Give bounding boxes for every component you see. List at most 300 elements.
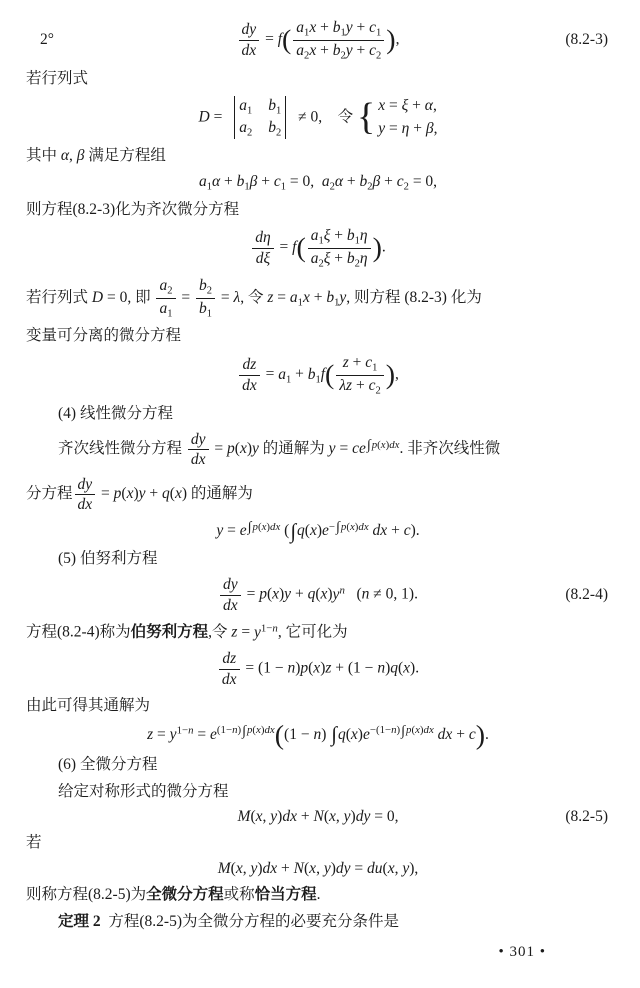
math-variable: y bbox=[328, 440, 336, 458]
math-operator: 1 bbox=[167, 308, 173, 320]
subscript bbox=[376, 50, 381, 61]
text-run: ,令 bbox=[208, 623, 232, 641]
math-variable: y bbox=[378, 119, 386, 137]
math-variable: dy bbox=[335, 860, 351, 878]
math-variable: dz bbox=[222, 650, 237, 668]
math-operator: 1 bbox=[354, 235, 360, 247]
math-operator: 2 bbox=[275, 127, 282, 139]
token-group bbox=[170, 726, 177, 743]
math-operator: ) bbox=[316, 522, 323, 540]
formula-line bbox=[26, 18, 610, 62]
fraction bbox=[293, 18, 384, 62]
math-variable: b bbox=[346, 227, 355, 245]
fraction bbox=[239, 355, 260, 395]
math-operator: ) bbox=[277, 808, 283, 826]
math-operator: 2 bbox=[246, 127, 253, 139]
integral-icon: ∫ bbox=[366, 437, 371, 454]
token-group bbox=[359, 440, 366, 457]
math-operator: ) bbox=[260, 724, 265, 737]
scripted-term bbox=[362, 723, 434, 743]
math-variable: x bbox=[126, 484, 134, 502]
numerator bbox=[252, 228, 273, 248]
math-operator: 2 bbox=[375, 384, 381, 396]
math-variable: dx bbox=[77, 495, 93, 513]
line-content bbox=[218, 860, 419, 878]
math-variable: β bbox=[76, 147, 85, 165]
math-operator: ) bbox=[357, 725, 363, 743]
math-variable: a bbox=[198, 173, 207, 191]
math-operator: 1 bbox=[315, 373, 321, 385]
text-run: 则方程(8.2-3)化为齐次微分方程 bbox=[26, 200, 240, 218]
scripted-term bbox=[365, 354, 378, 374]
math-operator: = bbox=[385, 119, 402, 137]
formula-line bbox=[26, 860, 610, 878]
scripted-term bbox=[239, 119, 253, 139]
math-operator: ( bbox=[346, 520, 350, 533]
integral-icon: ∫ bbox=[242, 723, 246, 740]
math-variable: a bbox=[296, 19, 305, 36]
math-operator: ) bbox=[327, 585, 333, 603]
math-operator: 1 bbox=[285, 373, 292, 385]
determinant-cell bbox=[268, 97, 281, 116]
math-variable: N bbox=[313, 808, 324, 826]
text-run: 若行列式 bbox=[26, 288, 92, 306]
line-content bbox=[238, 808, 399, 826]
token-group bbox=[239, 119, 253, 139]
numerator bbox=[156, 276, 175, 299]
big-delimiter-icon: ( bbox=[325, 359, 335, 391]
math-operator: 2 bbox=[376, 49, 382, 61]
superscript bbox=[247, 519, 281, 536]
math-variable: p bbox=[300, 659, 309, 677]
text-run: 方程(8.2-4)称为 bbox=[26, 623, 131, 641]
math-operator: , bbox=[394, 860, 403, 878]
scripted-term bbox=[346, 227, 360, 247]
token-group bbox=[242, 356, 256, 373]
fraction bbox=[220, 575, 241, 615]
math-variable: x bbox=[313, 659, 321, 677]
math-variable: b bbox=[359, 173, 368, 191]
token-group bbox=[342, 354, 378, 374]
big-delimiter-icon: ( bbox=[274, 719, 285, 751]
math-variable: a bbox=[310, 227, 319, 245]
math-operator: + bbox=[348, 354, 366, 372]
big-delimiter-icon: ) bbox=[475, 719, 485, 751]
token-group bbox=[255, 229, 270, 246]
line-content bbox=[237, 18, 400, 62]
scripted-term bbox=[296, 42, 309, 59]
math-operator: ) bbox=[385, 659, 391, 677]
scripted-term bbox=[358, 437, 400, 458]
math-operator: + bbox=[408, 97, 425, 115]
integral-icon: ∫ bbox=[331, 722, 337, 747]
math-operator: = bbox=[217, 288, 234, 306]
text-line bbox=[26, 325, 610, 347]
line-content bbox=[199, 173, 437, 192]
math-operator: + bbox=[330, 227, 347, 245]
math-operator: + bbox=[309, 288, 327, 306]
math-variable: z bbox=[267, 288, 274, 306]
determinant-grid bbox=[239, 96, 281, 140]
token-group bbox=[247, 519, 281, 536]
math-operator: + bbox=[409, 119, 426, 137]
fraction bbox=[336, 353, 383, 397]
math-variable: n bbox=[361, 585, 370, 603]
token-group bbox=[242, 377, 257, 394]
subscript bbox=[247, 105, 252, 116]
scripted-term bbox=[239, 519, 281, 540]
math-operator: ( bbox=[169, 484, 175, 502]
math-operator: 2 bbox=[403, 181, 409, 193]
text-run: 的通解为 bbox=[258, 440, 329, 458]
scripted-term bbox=[369, 42, 381, 59]
math-operator: ( bbox=[234, 440, 240, 458]
token-group bbox=[242, 42, 257, 59]
math-variable: β bbox=[372, 173, 381, 191]
math-operator: = bbox=[350, 860, 368, 878]
text-line bbox=[26, 781, 610, 803]
text-line bbox=[26, 145, 610, 167]
math-variable: du bbox=[367, 860, 383, 878]
subscript bbox=[375, 385, 380, 396]
text-run: (6) 全微分方程 bbox=[58, 755, 158, 773]
math-variable: dx bbox=[241, 41, 257, 59]
formula-line bbox=[26, 520, 610, 541]
math-variable: n bbox=[339, 584, 345, 597]
math-operator: 1 bbox=[372, 362, 378, 374]
page-body bbox=[26, 18, 610, 932]
math-variable: c bbox=[468, 725, 476, 743]
denominator bbox=[239, 41, 260, 60]
math-operator: ) bbox=[419, 724, 424, 737]
math-operator: 1 bbox=[275, 105, 282, 117]
scripted-term bbox=[268, 119, 282, 139]
math-variable: n bbox=[287, 659, 296, 677]
line-content bbox=[58, 913, 399, 930]
subscript bbox=[207, 308, 212, 319]
text-line bbox=[26, 754, 610, 776]
math-operator: = bbox=[193, 725, 211, 743]
math-variable: c bbox=[396, 173, 404, 191]
math-operator: 2 bbox=[340, 49, 346, 61]
math-variable: λz bbox=[339, 376, 353, 394]
math-operator: + bbox=[452, 725, 469, 743]
superscript bbox=[328, 519, 369, 536]
math-operator: = bbox=[209, 108, 227, 126]
token-group bbox=[339, 377, 380, 394]
math-variable: α bbox=[334, 173, 344, 191]
scripted-term bbox=[159, 277, 173, 297]
math-operator: = bbox=[153, 725, 170, 743]
scripted-term bbox=[359, 173, 373, 193]
fraction bbox=[308, 226, 371, 270]
math-variable: dξ bbox=[255, 249, 271, 267]
text-run: 满足方程组 bbox=[84, 147, 166, 165]
scripted-term bbox=[308, 366, 321, 383]
line-content bbox=[58, 430, 501, 469]
math-operator: . bbox=[381, 238, 386, 256]
math-operator: (1 − bbox=[284, 725, 314, 743]
scripted-term bbox=[326, 288, 340, 309]
math-variable: c bbox=[403, 522, 411, 540]
determinant-bar-icon bbox=[285, 96, 286, 140]
math-operator: + bbox=[296, 808, 314, 826]
math-operator: 2 bbox=[167, 285, 173, 297]
math-operator: ( bbox=[280, 522, 290, 540]
math-variable: y bbox=[270, 808, 278, 826]
math-variable: p bbox=[247, 724, 253, 737]
math-operator: ) bbox=[385, 438, 390, 451]
scripted-term bbox=[278, 366, 291, 383]
token-group bbox=[239, 96, 253, 117]
math-operator: ) bbox=[396, 724, 401, 737]
text-run: , 它可化为 bbox=[277, 623, 348, 641]
subscript bbox=[276, 127, 281, 138]
math-variable: e bbox=[322, 522, 329, 540]
text-run: 给定对称形式的微分方程 bbox=[58, 782, 229, 800]
math-variable: a bbox=[296, 41, 305, 59]
math-operator: ( bbox=[121, 484, 127, 502]
subscript bbox=[372, 362, 377, 373]
math-operator: ( bbox=[345, 725, 351, 743]
big-delimiter-icon: ( bbox=[296, 232, 306, 264]
token-group bbox=[256, 250, 270, 267]
math-operator: + bbox=[352, 19, 370, 36]
math-variable: c bbox=[273, 173, 281, 191]
big-delimiter-icon: ( bbox=[282, 24, 292, 56]
page-number bbox=[26, 944, 610, 961]
equation-number: (8.2-4) bbox=[565, 586, 608, 604]
scripted-term bbox=[310, 249, 324, 270]
line-content bbox=[58, 550, 157, 567]
math-operator: ( bbox=[252, 724, 257, 737]
math-variable: x bbox=[415, 724, 420, 737]
math-variable: dx bbox=[389, 438, 400, 451]
math-variable: x bbox=[309, 41, 317, 59]
math-variable: e bbox=[239, 522, 247, 540]
math-variable: q bbox=[162, 484, 170, 502]
math-operator: , bbox=[69, 147, 77, 165]
token-group bbox=[268, 96, 282, 117]
cases-group bbox=[357, 96, 437, 138]
math-variable: x bbox=[309, 860, 317, 878]
math-operator: ), bbox=[409, 860, 419, 878]
math-operator: (1− bbox=[216, 724, 233, 737]
math-variable: f bbox=[277, 30, 282, 48]
subscript bbox=[376, 27, 381, 38]
superscript bbox=[369, 723, 434, 740]
math-variable: y bbox=[339, 288, 347, 306]
math-operator: ( bbox=[308, 659, 314, 677]
math-operator: = bbox=[385, 97, 402, 115]
scripted-term bbox=[198, 173, 212, 193]
math-operator: 1 bbox=[244, 181, 250, 193]
math-operator: ) bbox=[320, 659, 326, 677]
math-variable: c bbox=[368, 376, 376, 394]
math-operator: ( bbox=[250, 808, 256, 826]
page-number-text: • 301 • bbox=[498, 944, 546, 961]
denominator bbox=[196, 299, 215, 321]
math-variable: y bbox=[402, 860, 410, 878]
math-variable: b bbox=[346, 249, 355, 267]
scripted-term bbox=[396, 173, 409, 193]
numerator bbox=[220, 575, 241, 595]
formula-line bbox=[26, 96, 610, 140]
math-operator: 1 bbox=[206, 181, 212, 193]
math-variable: x bbox=[302, 288, 310, 306]
superscript bbox=[261, 622, 278, 634]
token-group bbox=[242, 21, 257, 38]
denominator bbox=[252, 249, 273, 268]
token-group bbox=[191, 431, 206, 448]
math-operator: 2 bbox=[354, 258, 360, 270]
text-run: 非齐次线性微 bbox=[403, 440, 501, 458]
token-group bbox=[240, 522, 247, 539]
formula-line bbox=[26, 808, 610, 826]
bold-text-run: 全微分方程 bbox=[146, 886, 224, 904]
math-variable: x bbox=[255, 808, 263, 826]
cases-row bbox=[378, 119, 437, 139]
big-delimiter-icon: ) bbox=[372, 232, 382, 264]
math-operator: ) bbox=[237, 724, 242, 737]
math-variable: f bbox=[320, 365, 326, 383]
math-operator: = bbox=[261, 30, 278, 48]
scripted-term bbox=[254, 624, 278, 641]
bold-text-run: 恰当方程 bbox=[254, 886, 317, 904]
math-variable: p bbox=[113, 484, 122, 502]
cases-rows bbox=[378, 96, 437, 138]
math-variable: x bbox=[261, 520, 267, 533]
math-operator: ) bbox=[279, 585, 285, 603]
math-variable: a bbox=[239, 119, 247, 137]
math-operator: = bbox=[237, 623, 254, 641]
math-operator: , bbox=[316, 860, 324, 878]
math-operator: + bbox=[145, 484, 163, 502]
scripted-term bbox=[332, 19, 346, 39]
numerator bbox=[219, 649, 240, 669]
text-run: , 即 bbox=[127, 288, 155, 306]
math-variable: p bbox=[259, 585, 267, 603]
math-operator: 2 bbox=[318, 258, 324, 270]
text-line bbox=[26, 832, 610, 854]
math-variable: x bbox=[380, 438, 386, 451]
fraction bbox=[252, 228, 273, 268]
math-operator: ) bbox=[354, 520, 359, 533]
math-operator: , bbox=[395, 30, 400, 48]
math-operator: ( bbox=[257, 520, 262, 533]
math-operator: ) bbox=[266, 520, 271, 533]
math-variable: β bbox=[425, 119, 434, 137]
text-run: . bbox=[316, 886, 321, 904]
math-variable: n bbox=[377, 659, 386, 677]
formula-line bbox=[26, 353, 610, 397]
integral-icon: ∫ bbox=[290, 518, 297, 543]
math-variable: D bbox=[198, 108, 210, 126]
math-variable: α bbox=[60, 147, 70, 165]
math-variable: c bbox=[369, 41, 376, 59]
math-variable: a bbox=[310, 249, 319, 267]
math-variable: b bbox=[268, 96, 276, 114]
token-group bbox=[159, 299, 173, 320]
math-operator: ( bbox=[323, 808, 329, 826]
token-group bbox=[322, 522, 329, 539]
math-operator: ( bbox=[411, 724, 416, 737]
scripted-term bbox=[170, 726, 194, 743]
numerator bbox=[239, 355, 260, 375]
math-variable: y bbox=[332, 585, 340, 603]
math-variable: q bbox=[297, 522, 305, 540]
math-operator: = bbox=[210, 440, 228, 458]
scripted-term bbox=[369, 377, 381, 394]
fraction bbox=[239, 20, 260, 60]
math-operator: + bbox=[316, 19, 333, 36]
text-run: (4) 线性微分方程 bbox=[58, 405, 173, 423]
denominator bbox=[75, 495, 96, 514]
text-line bbox=[26, 911, 610, 933]
math-variable: p bbox=[252, 520, 258, 533]
math-operator: −(1− bbox=[369, 724, 392, 737]
math-operator: , bbox=[395, 365, 399, 383]
scripted-term bbox=[310, 227, 324, 247]
math-operator: + bbox=[380, 173, 397, 191]
scripted-term bbox=[321, 173, 335, 193]
text-run: 或称 bbox=[223, 886, 255, 904]
math-operator: = bbox=[177, 288, 194, 306]
denominator bbox=[220, 596, 241, 615]
bold-text-run: 定理 2 bbox=[58, 912, 101, 930]
math-operator: ) bbox=[257, 860, 263, 878]
math-operator: + bbox=[291, 365, 308, 383]
token-group bbox=[363, 726, 370, 743]
formula-line bbox=[26, 226, 610, 270]
math-variable: η bbox=[401, 119, 410, 137]
token-group bbox=[296, 19, 382, 39]
scripted-term bbox=[268, 96, 282, 117]
math-variable: β bbox=[249, 173, 258, 191]
token-group bbox=[310, 249, 368, 270]
math-variable: a bbox=[289, 288, 298, 306]
text-run: 方程(8.2-5)为全微分方程的必要充分条件是 bbox=[100, 912, 400, 930]
math-variable: p bbox=[406, 724, 412, 737]
math-variable: α bbox=[211, 173, 221, 191]
math-variable: y bbox=[138, 484, 146, 502]
math-variable: dx bbox=[433, 725, 453, 743]
math-operator: + bbox=[352, 41, 370, 59]
equation-number: (8.2-3) bbox=[565, 31, 608, 49]
math-operator: + bbox=[291, 585, 308, 603]
text-run: 其中 bbox=[26, 147, 61, 165]
numerator bbox=[293, 18, 384, 41]
token-group bbox=[378, 97, 437, 114]
integral-icon: ∫ bbox=[401, 723, 406, 740]
scripted-term bbox=[236, 173, 250, 193]
math-operator: + bbox=[330, 249, 347, 267]
numerator bbox=[336, 353, 383, 376]
token-group bbox=[222, 650, 236, 667]
scripted-term bbox=[369, 19, 382, 39]
line-content bbox=[26, 834, 42, 851]
math-variable: x bbox=[239, 440, 247, 458]
math-variable: x bbox=[328, 808, 336, 826]
math-variable: y bbox=[284, 585, 292, 603]
math-operator: 2 bbox=[367, 181, 373, 193]
line-content bbox=[26, 147, 166, 164]
math-variable: dx bbox=[282, 808, 297, 826]
math-variable: y bbox=[323, 860, 331, 878]
math-operator: + bbox=[343, 173, 360, 191]
math-variable: x bbox=[403, 659, 411, 677]
math-variable: ξ bbox=[323, 227, 331, 245]
